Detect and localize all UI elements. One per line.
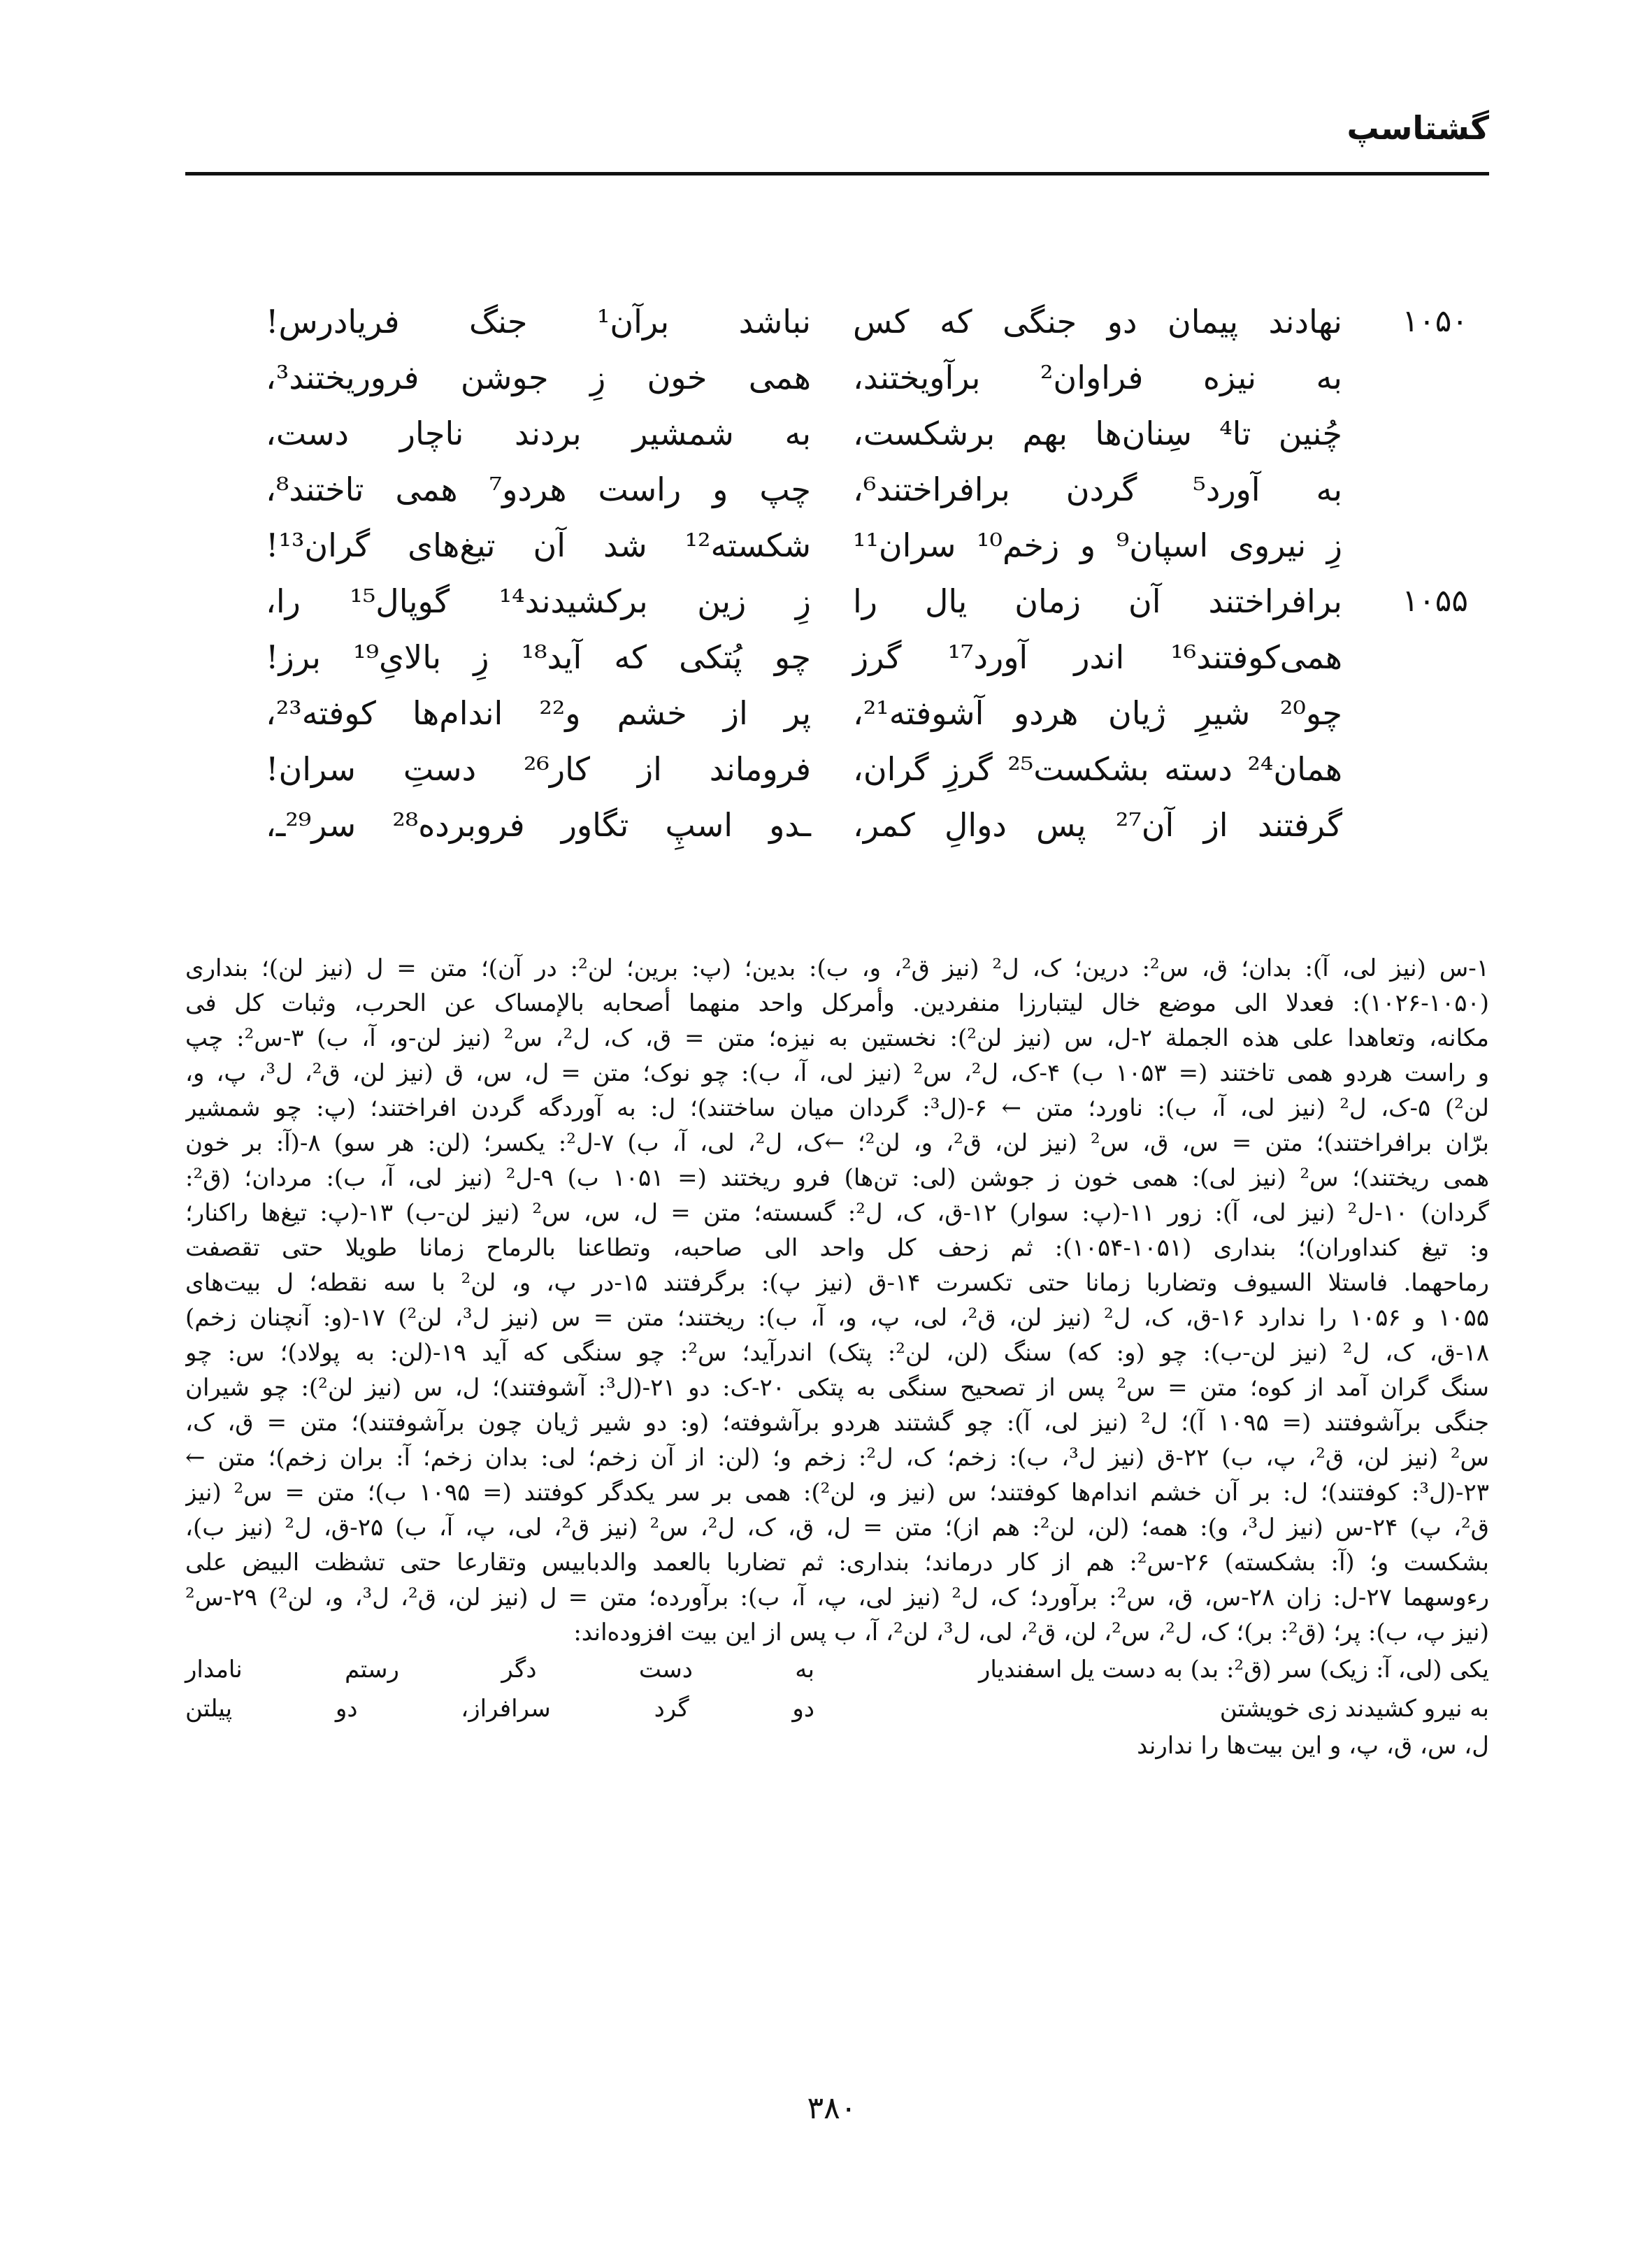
footnote-line: س² (نیز لن، ق²، پ، ب) ۲۲-ق (نیز ل³، ب): زخم؛ ک، ل²: زخم و؛ (لن: از آن زخم؛ لی: بدان زخم؛ آ: بران زخم)؛ متن ← [185, 1444, 1489, 1472]
footnote-line: (نیز پ، ب): پر؛ (ق²: بر)؛ ک، ل²، س²، لن، ق²، لی، ل³، لن²، آ، ب پس از این بیت افزوده‌اند: [573, 1618, 1489, 1646]
couplet [266, 517, 1510, 573]
footnotes-block [185, 951, 1489, 1763]
footnote-line: و: تیغ کنداوران)؛ بنداری (۱۰۵۱-۱۰۵۴): ثم زحف کل واحد الی صاحبه، وتطاعنا بالرماح زمانا طویلا حتی تقصفت [185, 1234, 1489, 1262]
hemistich-right: چُنین تا⁴ سِنان‌ها بهم برشکست، [853, 415, 1342, 452]
couplet [266, 350, 1510, 405]
footnote-line: سنگ گران آمد از کوه؛ متن = س² پس از تصحیح سنگی به پتکی ۲۰-ک: دو ۲۱-(ل³: آشوفتند)؛ ل، س (نیز لن²): چو شیران [185, 1374, 1489, 1402]
page-number: ۳۸۰ [807, 2090, 857, 2126]
footnote-line: ۱۰۵۵ و ۱۰۵۶ را ندارد ۱۶-ق، ک، ل² (نیز لن، ق²، لی، پ، و، آ، ب): ریختند؛ متن = س (نیز ل³، لن²) ۱۷-(و: آنچنان زخم) [185, 1304, 1489, 1332]
hemistich-left: چپ و راست هردو⁷ همی تاختند⁸، [266, 471, 811, 508]
hemistich-right: به آورد⁵ گردن برافراختند⁶، [853, 471, 1343, 508]
footnote-line: لن²) ۵-ک، ل² (نیز لی، آ، ب): ناورد؛ متن ← ۶-(ل³: گردان میان ساختند)؛ ل: به آوردگه گردن افراختند؛ (پ: چو شمشیر [185, 1094, 1489, 1122]
hemistich-left: نباشد برآن¹ جنگ فریادرس! [266, 303, 811, 340]
footnote-line: برّان برافراختند)؛ متن = س، ق، س² (نیز لن، ق²، و، لن²؛ ←ک، ل²، لی، آ، ب) ۷-ل²: یکسر؛ (لن: هر سو) ۸-(آ: بر خون [185, 1129, 1489, 1157]
hemistich-left: زِ زین برکشیدند¹⁴ گوپال¹⁵ را، [266, 582, 811, 620]
hemistich-right: برافراختند آن زمان یال را [853, 582, 1342, 620]
added-verse-right: یکی (لی، آ: زیک) سر (ق²: بد) به دست یل اسفندیار [978, 1656, 1489, 1684]
hemistich-left: شکسته¹² شد آن تیغ‌های گران¹³! [266, 526, 811, 564]
footnote-line: ۱-س (نیز لی، آ): بدان؛ ق، س²: درین؛ ک، ل² (نیز ق²، و، ب): بدین؛ (پ: برین؛ لن²: در آن)؛ متن = ل (نیز لن)؛ بنداری [185, 954, 1489, 982]
footnote-line: (۱۰۲۶-۱۰۵۰): فعدلا الی موضع خال لیتبارزا منفردین. وأمرکل واحد منهما أصحابه بالإمساک عن الحرب، وثبات کل فی [185, 989, 1489, 1017]
added-verse-left: به دست دگر رستم نامدار [185, 1656, 814, 1684]
couplet [266, 573, 1510, 629]
running-head-title: گشتاسپ [1346, 109, 1489, 147]
verse-line-number: ۱۰۵۵ [1402, 583, 1468, 619]
added-verse-left: دو گرد سرافراز، دو پیلتن [185, 1695, 814, 1723]
footnote-line: ق²، پ) ۲۴-س (نیز ل³، و): همه؛ (لن، لن²: هم از)؛ متن = ل، ق، ک، ل²، س² (نیز ق²، لی، پ، آ، ب) ۲۵-ق، ل² (نیز ب)، [185, 1514, 1489, 1542]
footnote-line: و راست هردو همی تاختند (= ۱۰۵۳ ب) ۴-ک، ل²، س² (نیز لی، آ، ب): چو نوک؛ متن = ل، س، ق (نیز لن، ق²، ل³، پ، و، [185, 1059, 1489, 1087]
couplet [266, 629, 1510, 685]
couplet [266, 741, 1510, 797]
hemistich-left: چو پُتکی که آید¹⁸ زِ بالایِ¹⁹ برز! [266, 638, 811, 676]
couplet [266, 685, 1510, 741]
hemistich-right: به نیزه فراوان² برآویختند، [853, 359, 1342, 396]
added-verse-right: به نیرو کشیدند زی خویشتن [1219, 1695, 1489, 1723]
hemistich-right: گرفتند از آن²⁷ پس دوالِ کمر، [853, 806, 1343, 844]
hemistich-right: زِ نیروی اسپان⁹ و زخم¹⁰ سران¹¹ [853, 526, 1342, 564]
footnote-line: رءوسهما ۲۷-ل: زان ۲۸-س، ق، س²: برآورد؛ ک، ل² (نیز لی، پ، آ، ب): برآورده؛ متن = ل (نیز لن، ق²، ل³، و، لن²) ۲۹-س² [185, 1584, 1489, 1612]
footnote-line: رماحهما. فاستلا السیوف وتضاربا زمانا حتی تکسرت ۱۴-ق (نیز پ): برگرفتند ۱۵-در پ، و، لن² با سه نقطه؛ ل بیت‌های [185, 1269, 1489, 1297]
hemistich-right: همان²⁴ دسته بشکست²⁵ گرزِ گران، [853, 750, 1342, 788]
footnote-line: همی ریختند)؛ س² (نیز لی): همی خون ز جوشن (لی: تن‌ها) فرو ریختند (= ۱۰۵۱ ب) ۹-ل² (نیز لی، آ، ب): مردان؛ (ق²: [185, 1164, 1489, 1192]
footnote-line: بشکست و؛ (آ: بشکسته) ۲۶-س²: هم از کار درماند؛ بنداری: ثم تضاربا بالعمد والدبابیس وتقارعا حتی تشظت البیض علی [185, 1549, 1489, 1577]
footnote-line: جنگی برآشوفتند (= ۱۰۹۵ آ)؛ ل² (نیز لی، آ): چو گشتند هردو برآشوفته؛ (و: دو شیر ژیان چون برآشوفتند)؛ متن = ق، ک، [185, 1409, 1489, 1437]
poem-block [266, 294, 1510, 867]
header-rule [185, 172, 1489, 175]
footnote-line: مکانه، وتعاهدا علی هذه الجملة ۲-ل، س (نیز لن²): نخستین به نیزه؛ متن = ق، ک، ل²، س² (نیز لن-و، آ، ب) ۳-س²: چپ [185, 1024, 1489, 1052]
footnote-line: ۲۳-(ل³: کوفتند)؛ ل: بر آن خشم اندام‌ها کوفتند؛ س (نیز و، لن²): همی بر سر یکدگر کوفتند (= ۱۰۹۵ ب)؛ متن = س² (نیز [185, 1479, 1489, 1507]
footnote-line: گردان) ۱۰-ل² (نیز لی، آ): زور ۱۱-(پ: سوار) ۱۲-ق، ک، ل²: گسسته؛ متن = ل، س، س² (نیز لن-ب) ۱۳-(پ: تیغ‌ها راکنار؛ [185, 1199, 1489, 1227]
hemistich-left: پر از خشم و²² اندام‌ها کوفته²³، [266, 694, 812, 732]
added-verse-couplet [185, 1689, 1489, 1728]
hemistich-right: چو²⁰ شیرِ ژیان هردو آشوفته²¹، [853, 694, 1342, 732]
couplet [266, 405, 1510, 461]
hemistich-right: نهادند پیمان دو جنگی که کس [853, 303, 1342, 340]
hemistich-left: به شمشیر بردند ناچار دست، [266, 415, 811, 452]
verse-line-number: ۱۰۵۰ [1402, 303, 1468, 339]
hemistich-left: فروماند از کار²⁶ دستِ سران! [266, 750, 811, 788]
hemistich-right: همی‌کوفتند¹⁶ اندر آورد¹⁷ گرز [853, 638, 1342, 676]
added-verse-couplet [185, 1650, 1489, 1689]
couplet [266, 797, 1510, 853]
hemistich-left: همی خون زِ جوشن فروریختند³، [266, 359, 811, 396]
footnote-closing-line: ل، س، ق، پ، و این بیت‌ها را ندارند [1137, 1732, 1489, 1760]
couplet [266, 294, 1510, 350]
footnote-line: ۱۸-ق، ک، ل² (نیز لن-ب): چو (و: که) سنگ (لن، لن²: پتک) اندرآید؛ س²: چو سنگی که آید ۱۹-(لن: به پولاد)؛ س: چو [185, 1339, 1489, 1367]
hemistich-left: ـدو اسپِ تگاور فروبرده²⁸ سر²⁹ـ، [266, 806, 812, 844]
couplet [266, 461, 1510, 517]
